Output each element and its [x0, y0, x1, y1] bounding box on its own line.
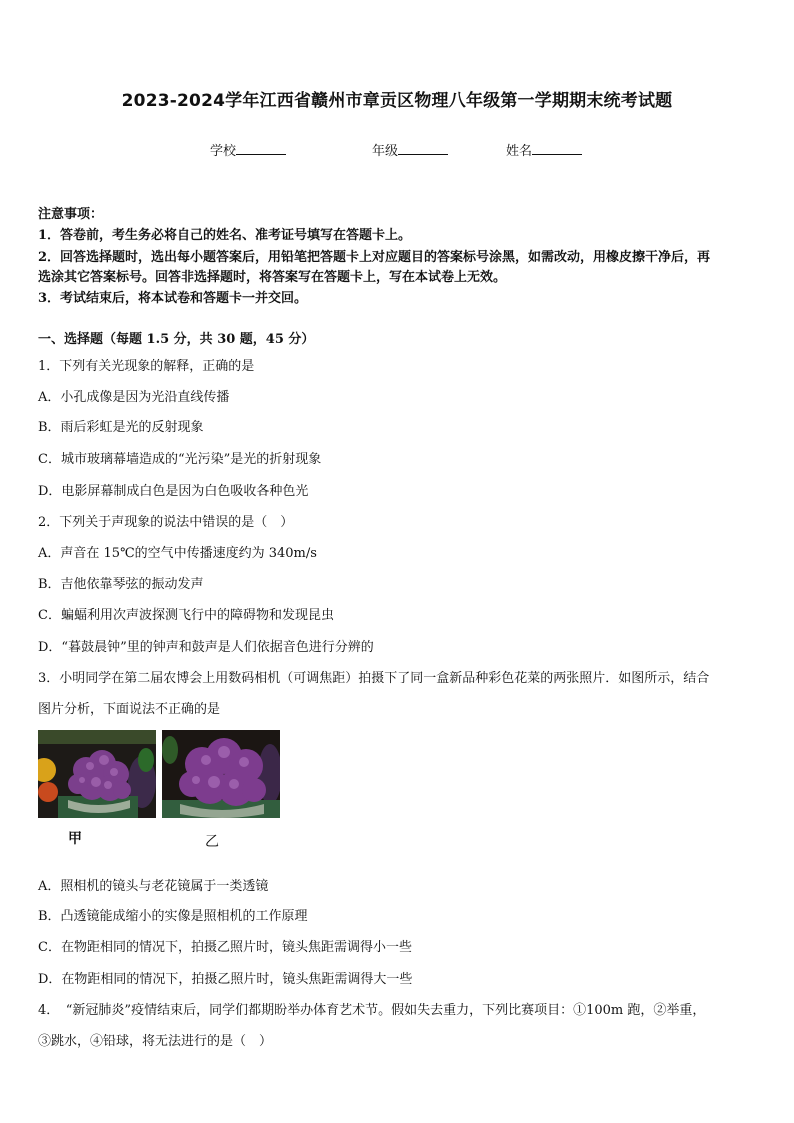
notice-item-2b: 选涂其它答案标号。回答非选择题时，将答案写在答题卡上，写在本试卷上无效。 — [38, 270, 507, 285]
q4-stem-line2: ③跳水，④铅球，将无法进行的是（ ） — [38, 1034, 273, 1049]
grade-label: 年级 — [372, 144, 399, 159]
q2-option-a: A．声音在 15℃的空气中传播速度约为 340m/s — [38, 546, 317, 561]
q2-option-c: C．蝙蝠利用次声波探测飞行中的障碍物和发现昆虫 — [38, 608, 334, 623]
q3-option-b: B．凸透镜能成缩小的实像是照相机的工作原理 — [38, 909, 308, 924]
grade-field — [372, 140, 448, 159]
name-label: 姓名 — [506, 144, 533, 159]
grade-blank — [398, 142, 448, 155]
q1-option-c: C．城市玻璃幕墙造成的“光污染”是光的折射现象 — [38, 452, 322, 467]
q3-photos — [38, 730, 288, 850]
q4-stem-line1: 4． “新冠肺炎”疫情结束后，同学们都期盼举办体育艺术节。假如失去重力，下列比赛项目：①100m 跑，②举重， — [38, 1003, 706, 1018]
q1-option-d: D．电影屏幕制成白色是因为白色吸收各种色光 — [38, 484, 309, 499]
section-heading: 一、选择题（每题 1.5 分，共 30 题，45 分） — [38, 332, 315, 347]
q1-option-b: B．雨后彩虹是光的反射现象 — [38, 420, 204, 435]
q2-option-d: D．“暮鼓晨钟”里的钟声和鼓声是人们依据音色进行分辨的 — [38, 640, 374, 655]
cauliflower-photo-yi-image — [162, 730, 280, 818]
q3-stem-line2: 图片分析，下面说法不正确的是 — [38, 702, 221, 717]
notice-item-3: 3．考试结束后，将本试卷和答题卡一并交回。 — [38, 291, 308, 306]
notice-item-2a: 2．回答选择题时，选出每小题答案后，用铅笔把答题卡上对应题目的答案标号涂黑，如需改动，用橡皮擦干净后，再 — [38, 250, 711, 265]
exam-title: 2023-2024学年江西省赣州市章贡区物理八年级第一学期期末统考试题 — [121, 91, 673, 111]
notice-heading: 注意事项： — [38, 207, 104, 222]
school-blank — [236, 142, 286, 155]
notice-item-1: 1．答卷前，考生务必将自己的姓名、准考证号填写在答题卡上。 — [38, 228, 412, 243]
name-field — [506, 140, 582, 159]
q2-stem: 2．下列关于声现象的说法中错误的是（ ） — [38, 515, 294, 530]
q3-option-d: D．在物距相同的情况下，拍摄乙照片时，镜头焦距需调得大一些 — [38, 972, 413, 987]
cauliflower-photo-jia-image — [38, 730, 156, 818]
q3-option-c: C．在物距相同的情况下，拍摄乙照片时，镜头焦距需调得小一些 — [38, 940, 412, 955]
photo-label-jia: 甲 — [68, 831, 82, 847]
q3-option-a: A．照相机的镜头与老花镜属于一类透镜 — [38, 879, 269, 894]
name-blank — [532, 142, 582, 155]
photo-yi — [162, 730, 280, 818]
photo-jia — [38, 730, 156, 818]
photo-label-yi: 乙 — [205, 834, 219, 850]
q3-stem-line1: 3．小明同学在第二届农博会上用数码相机（可调焦距）拍摄下了同一盒新品种彩色花菜的两张照片．如图所示，结合 — [38, 671, 710, 686]
q2-option-b: B．吉他依靠琴弦的振动发声 — [38, 577, 204, 592]
q1-option-a: A．小孔成像是因为光沿直线传播 — [38, 390, 230, 405]
school-field — [210, 140, 286, 159]
q1-stem: 1．下列有关光现象的解释，正确的是 — [38, 359, 255, 374]
school-label: 学校 — [210, 144, 237, 159]
